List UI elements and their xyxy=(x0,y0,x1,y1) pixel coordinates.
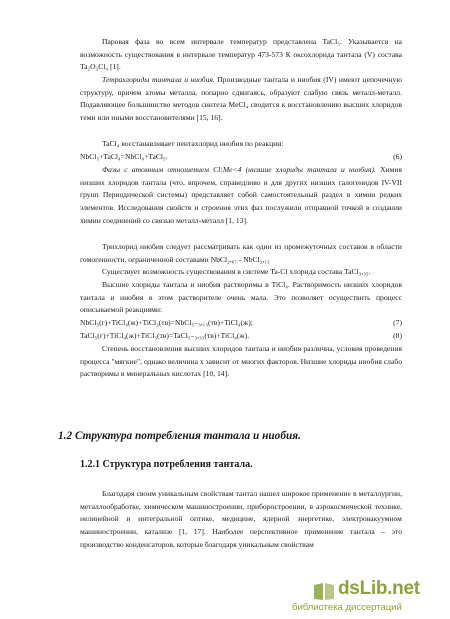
equation-8 xyxy=(80,330,402,343)
paragraph-body: Химия низших хлоридов тантала (что, впрочем, справедливо и для других низших галогенидов IV-VII групп Периодической системы) представляет собой самостоятельный раздел в химии редких элементов. Исследования свойств и строения этих фаз послужили отправной точкой в создании химии соединений со связью металл-металл [1, 13]. xyxy=(80,165,403,225)
paragraph-vapor-phase: Паровая фаза во всем интервале температур представлена TaCl₅. Указывается на возможность существования в интервале температур 473-573 К оксохлорида тантала (V) состава Ta₂O₃Cl₄ [1]. xyxy=(80,37,402,72)
book-icon xyxy=(312,580,336,602)
paragraph-reduction-degree: Степень восстановления высших хлоридов тантала и ниобия различна, условия проведения процесса "мягкие", однако величина x зависит от многих факторов. Низшие хлориды ниобия слабо растворимы в минеральных кислотах [10, 14]. xyxy=(80,344,402,379)
equation-6 xyxy=(80,151,402,164)
equation-7 xyxy=(80,317,402,330)
paragraph-lower-chlorides xyxy=(80,164,402,228)
equation-number: (7) xyxy=(393,318,402,327)
equation-text: NbCl₅+TaCl₄=NbCl₄+TaCl₅. xyxy=(80,152,168,161)
subsection-heading: 1.2.1 Структура потребления тантала. xyxy=(80,459,253,470)
equation-number: (8) xyxy=(393,331,402,340)
section-heading: 1.2 Структура потребления тантала и ниобия. xyxy=(58,430,301,442)
watermark-title: dsLib.net xyxy=(338,578,420,599)
watermark-subtitle: библиотека диссертаций xyxy=(292,602,402,613)
paragraph-ta-cl-system: Существует возможность существования в системе Ta-Cl хлорида состава TaCl₃,₃₅. xyxy=(102,267,371,276)
equation-text: TaCl₅(г)+TiCl₄(ж)+TiCl₃(тв)=TaCl₅₋₃,₃₅(тв)+TiCl₄(ж). xyxy=(80,331,250,340)
watermark-logo xyxy=(278,578,450,618)
paragraph-trichloride: Трихлорид ниобия следует рассматривать как один из промежуточных составов в области гомогенности, ограниченной составами NbCl₂,₆₇ - NbCl₃,₁₃ xyxy=(80,242,402,264)
paragraph-reduction: TaCl₄ восстанавливает пентахлорид ниобия по реакции: xyxy=(102,139,284,148)
paragraph-tantalum-use: Благодаря своим уникальным свойствам тантал нашел широкое применение в металлургии, металлообработке, химическом машиностроении, приборостроении, в аэрокосмической технике, нелинейной и интегральной оптике, медицине, ядерной энергетике, электровакуумном машиностроении, катализе [1, 17]. Наиболее перспективное применение тантала – это производство конденсаторов, которые благодаря уникальным свойствам xyxy=(80,489,402,549)
paragraph-lead: Фазы с атомным отношением Cl:Me<4 (низшие хлориды тантала и ниобия). xyxy=(102,165,376,174)
paragraph-lead: Тетрахлориды тантала и ниобия. xyxy=(102,75,215,84)
equation-text: NbCl₅(г)+TiCl₄(ж)+TiCl₃(тв)=NbCl₅₋₃,₁₃(тв)+TiCl₄(ж); xyxy=(80,318,253,327)
paragraph-tetrachlorides xyxy=(80,74,402,125)
paragraph-solubility: Высшие хлориды тантала и ниобия растворимы в TiCl₄. Растворимость низших хлоридов тантала и ниобия в этом растворителе очень мала. Это позволяет осуществить процесс описываемой реакциями: xyxy=(80,280,402,315)
paragraph-body: Производные тантала и ниобия (IV) имеют цепочечную структуру, причем атомы металла, попарно сдвигаясь, образуют слабую связь металл-металл. Подавляющее большинство методов синтеза MeCl₄ сводится к восстановлению высших хлоридов теми или иными восстановителями [15, 16]. xyxy=(80,75,402,123)
equation-number: (6) xyxy=(393,152,402,161)
